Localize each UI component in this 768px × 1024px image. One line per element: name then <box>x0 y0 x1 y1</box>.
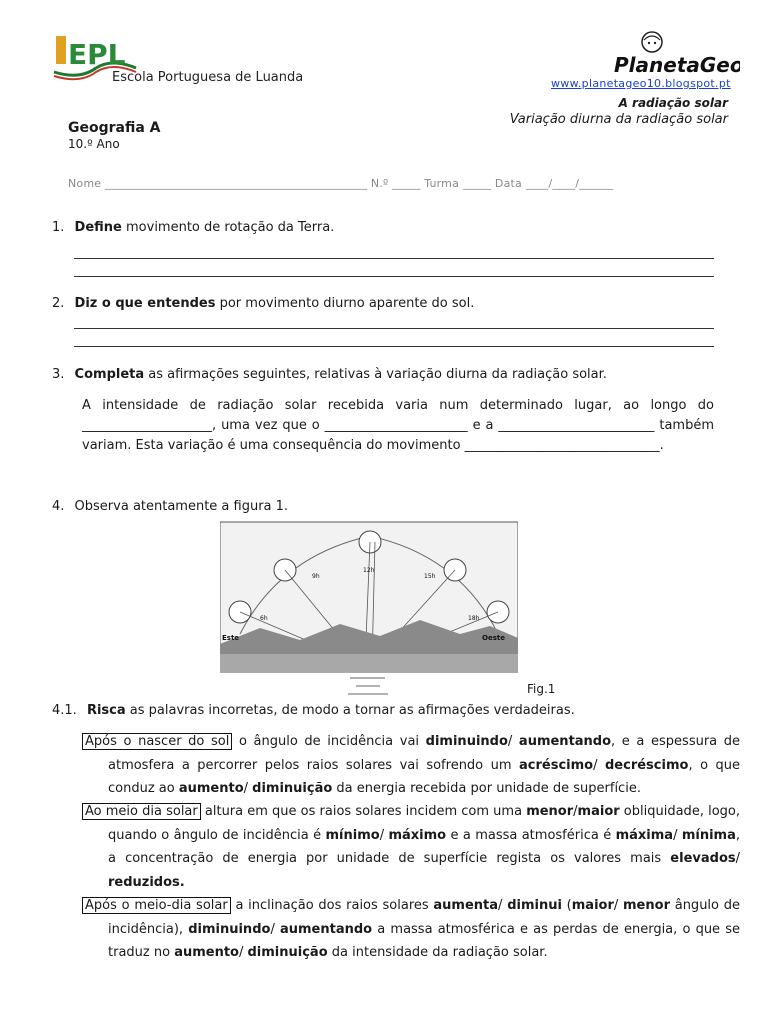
statement-text: a inclinação dos raios solares <box>230 898 434 913</box>
question-keyword: Risca <box>86 703 126 718</box>
brand-name: PlanetaGeo <box>614 53 740 77</box>
option-word[interactable]: aumenta <box>433 898 499 913</box>
school-name: Escola Portuguesa de Luanda <box>112 70 304 85</box>
question-2 <box>52 296 714 311</box>
school-year: 10.º Ano <box>68 137 120 151</box>
statement-text: / <box>593 757 605 773</box>
option-word[interactable]: elevados <box>670 851 736 866</box>
option-word[interactable]: menor <box>623 898 670 913</box>
label-9h: 9h <box>312 573 320 580</box>
label-east: Este <box>222 634 240 642</box>
question-text: por movimento diurno aparente do sol. <box>215 296 475 311</box>
answer-line[interactable] <box>74 258 714 259</box>
option-word[interactable]: mínima <box>681 827 736 843</box>
topic-title: A radiação solar <box>618 96 728 110</box>
question-keyword: Completa <box>74 367 145 382</box>
question-number: 4.1. <box>52 703 77 718</box>
option-word[interactable]: acréscimo <box>519 757 594 773</box>
question-text: as palavras incorretas, de modo a tornar as afirmações verdadeiras. <box>125 703 575 718</box>
statement-text: e a massa atmosférica é <box>446 827 616 843</box>
boxed-phrase: Ao meio dia solar <box>82 803 201 820</box>
statement-1 <box>82 730 740 801</box>
option-word[interactable]: menor <box>526 804 574 819</box>
statement-text: , a concentração de energia por unidade de superfície regista os valores mais <box>108 827 740 866</box>
statement-text: / <box>270 921 280 937</box>
statement-text: altura em que os raios solares incidem com uma <box>200 804 527 819</box>
question-text: as afirmações seguintes, relativas à variação diurna da radiação solar. <box>144 367 607 382</box>
statement-text: obliquidade, logo, quando o ângulo de incidência é <box>108 804 740 843</box>
option-word[interactable]: diminuindo <box>188 921 271 937</box>
student-info-line[interactable]: Nome ______________________________________________ N.º _____ Turma _____ Data ____/____/______ <box>68 177 614 190</box>
option-word[interactable]: máximo <box>388 827 447 843</box>
question-3 <box>52 367 714 382</box>
statement-text: / <box>507 734 519 749</box>
option-word[interactable]: aumentando <box>518 734 612 749</box>
subtopic-title: Variação diurna da radiação solar <box>509 112 728 127</box>
statement-text: a massa atmosférica e as perdas de energia, o que se traduz no <box>108 921 740 960</box>
statement-2 <box>82 800 740 894</box>
option-word[interactable]: diminuição <box>247 945 328 960</box>
planetageo-logo <box>600 28 740 80</box>
question-keyword: Diz o que entendes <box>74 296 216 311</box>
statement-3 <box>82 894 740 965</box>
question-number: 3. <box>52 367 65 382</box>
question-number: 4. <box>52 499 65 514</box>
boxed-phrase: Após o nascer do sol <box>82 733 232 750</box>
statement-text: / <box>498 898 508 913</box>
question-4-1 <box>52 703 714 718</box>
option-word[interactable]: maior <box>571 898 614 913</box>
option-word[interactable]: aumento <box>178 781 244 796</box>
label-15h: 15h <box>424 573 436 580</box>
label-18h: 18h <box>468 615 480 622</box>
statement-text: ( <box>561 898 572 913</box>
statement-text: , e a espessura de atmosfera a percorrer pelos raios solares vai sofrendo um <box>108 734 741 773</box>
question-number: 2. <box>52 296 65 311</box>
statement-text: / <box>238 945 248 960</box>
statement-text: / <box>573 804 578 819</box>
statement-text: , o que conduz ao <box>108 757 740 796</box>
option-word[interactable]: mínimo <box>325 827 380 843</box>
statement-text: / <box>735 851 740 866</box>
question-1 <box>52 220 714 235</box>
option-word[interactable]: decréscimo <box>605 757 689 773</box>
statement-text: / <box>243 781 253 796</box>
brand-link[interactable]: www.planetageo10.blogspot.pt <box>551 77 731 90</box>
label-12h: 12h <box>363 567 375 574</box>
option-word[interactable]: diminuindo <box>425 734 508 749</box>
option-word[interactable]: aumentando <box>279 921 373 937</box>
question-4 <box>52 499 714 514</box>
statement-text: o ângulo de incidência vai <box>232 734 426 749</box>
option-word[interactable]: aumento <box>174 945 239 960</box>
question-number: 1. <box>52 220 65 235</box>
statement-text: da energia recebida por unidade de superfície. <box>332 781 641 796</box>
question-text: Observa atentamente a figura 1. <box>74 499 289 514</box>
statement-text: da intensidade da radiação solar. <box>327 945 548 960</box>
option-word[interactable]: maior <box>577 804 620 819</box>
answer-line[interactable] <box>74 276 714 277</box>
label-6h: 6h <box>260 615 268 622</box>
option-word[interactable]: reduzidos. <box>108 874 185 890</box>
figure-sun-path <box>220 516 518 696</box>
logo-text: EPL <box>68 38 126 71</box>
statement-text: ângulo de incidência), <box>108 898 740 937</box>
answer-line[interactable] <box>74 346 714 347</box>
boxed-phrase: Após o meio-dia solar <box>82 897 231 914</box>
question-text: movimento de rotação da Terra. <box>121 220 335 235</box>
option-word[interactable]: diminui <box>507 898 562 913</box>
answer-line[interactable] <box>74 328 714 329</box>
question-keyword: Define <box>74 220 122 235</box>
label-west: Oeste <box>482 634 505 642</box>
statement-text: / <box>613 898 624 913</box>
statement-text: / <box>379 827 389 843</box>
fill-in-paragraph[interactable]: A intensidade de radiação solar recebida varia num determinado lugar, ao longo do ____________________, uma vez que o ______________________ e a ________________________ também variam. Esta variação é uma consequência do movimento ______________________________. <box>82 398 714 453</box>
statement-text: / <box>673 827 682 843</box>
figure-caption: Fig.1 <box>527 682 556 696</box>
option-word[interactable]: diminuição <box>252 781 333 796</box>
option-word[interactable]: máxima <box>615 827 674 843</box>
subject-title: Geografia A <box>68 120 161 136</box>
